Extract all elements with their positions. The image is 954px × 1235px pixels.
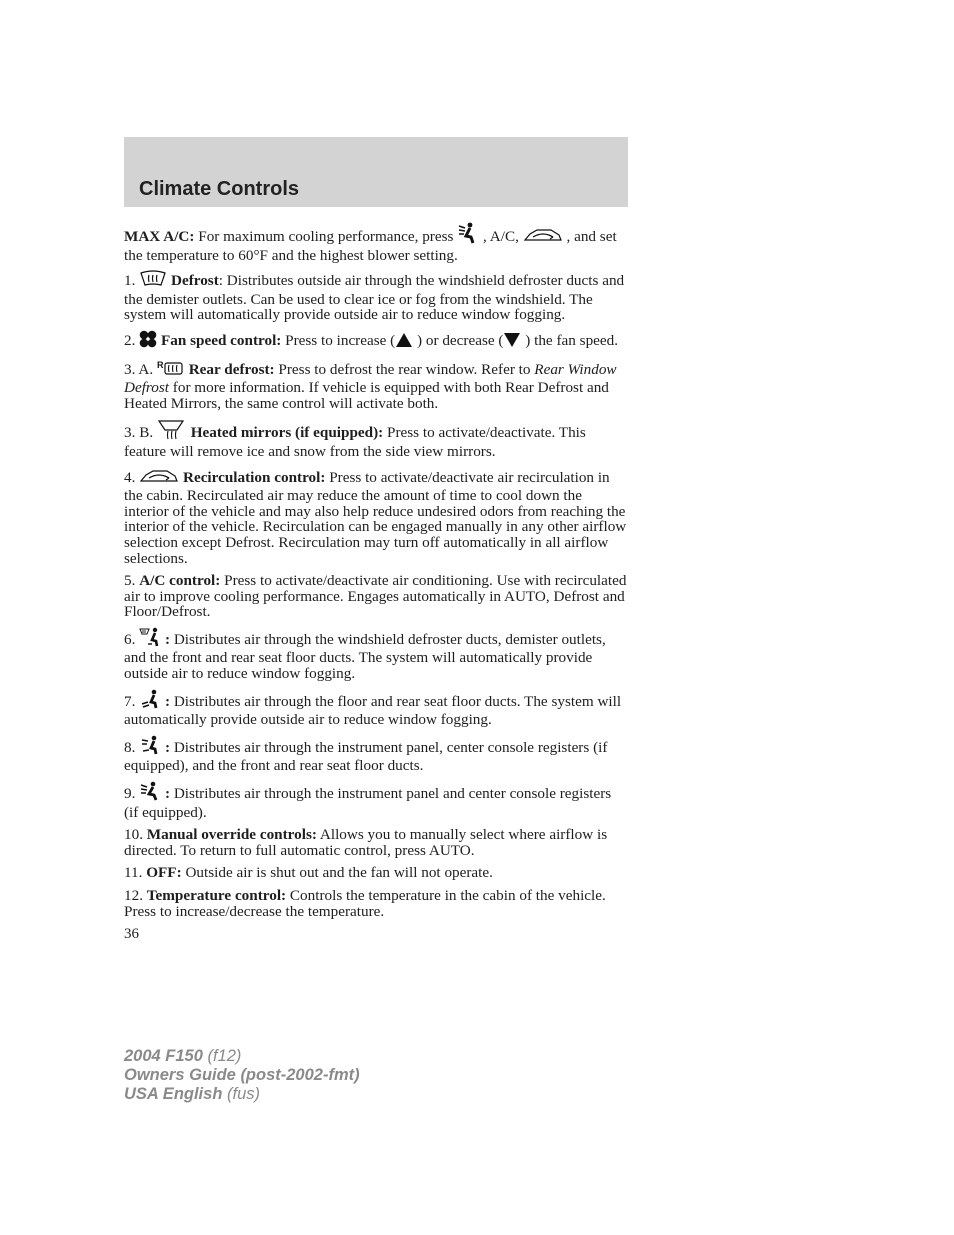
- heated-mirror-icon: [157, 418, 187, 444]
- off-label: OFF:: [146, 864, 182, 882]
- section-title: Climate Controls: [139, 178, 300, 200]
- panel-vent-icon: [457, 222, 479, 248]
- max-ac-label: MAX A/C:: [124, 228, 195, 245]
- triangle-up-icon: [395, 332, 413, 352]
- floor-vent-icon: [139, 689, 161, 713]
- panel-label: :: [161, 785, 171, 803]
- ac-control-paragraph: 5. A/C control: Press to activate/deactivate air conditioning. Use with recirculated air to improve cooling performance. Engages automatically in AUTO, Defrost and Floor/Defrost.: [124, 572, 627, 621]
- floor-defrost-label: :: [161, 630, 171, 648]
- svg-text:R: R: [156, 359, 164, 370]
- rear-window-defrost-reference: Rear Window Defrost: [124, 360, 617, 397]
- panel-floor-vent-icon: [139, 735, 161, 759]
- panel-floor-paragraph: 8. : Distributes air through the instrument panel, center console registers (if equipped), and the front and rear seat floor ducts.: [124, 735, 628, 774]
- recirculation-label: Recirculation control:: [182, 468, 326, 486]
- rear-defrost-paragraph: 3. A. R Rear defrost: Press to defrost the rear window. Refer to Rear Window Defrost for more information. If vehicle is equipped with both Rear Defrost and Heated Mirrors, the same control will activate both.: [124, 359, 617, 412]
- panel-paragraph: 9. : Distributes air through the instrument panel and center console registers (if equipped).: [124, 781, 628, 820]
- off-paragraph: 11. OFF: Outside air is shut out and the fan will not operate.: [124, 864, 493, 882]
- document-footer: 2004 F150 (f12) Owners Guide (post-2002-fmt) USA English (fus): [124, 1047, 360, 1103]
- rear-defrost-icon: [157, 359, 185, 381]
- fan-icon: [139, 330, 157, 352]
- floor-label: :: [161, 692, 171, 710]
- ac-control-label: A/C control:: [139, 572, 221, 590]
- page-number: 36: [124, 926, 139, 942]
- manual-override-label: Manual override controls:: [146, 826, 317, 844]
- page-body: [124, 222, 628, 926]
- defrost-label: Defrost: [170, 272, 219, 290]
- section-header: [124, 137, 628, 207]
- panel-floor-label: :: [161, 738, 171, 756]
- fan-speed-label: Fan speed control:: [160, 331, 282, 349]
- temperature-label: Temperature control:: [146, 887, 287, 904]
- rear-defrost-label: Rear defrost:: [188, 360, 275, 378]
- recirculation-paragraph: 4. Recirculation control: Press to activate/deactivate air recirculation in the cabin. Recirculated air may reduce the amount of time to cool down the interior of the vehicle and may also help reduce undesired odors from reaching the interior of the vehicle. Recirculation can be engaged manually in any other airflow selection except Defrost. Recirculation may turn off automatically in all airflow selections.: [124, 468, 627, 567]
- max-ac-paragraph: MAX A/C: For maximum cooling performance, press , A/C, , and set the temperature to 60°F and the highest blower setting.: [124, 222, 628, 263]
- floor-defrost-icon: [139, 627, 161, 651]
- windshield-defrost-icon: [139, 270, 167, 292]
- panel-vent-icon: [139, 781, 161, 805]
- fan-speed-paragraph: 2. Fan speed control: Press to increase ( ) or decrease ( ) the fan speed.: [124, 330, 628, 352]
- defrost-paragraph: 1. Defrost: Distributes outside air through the windshield defroster ducts and the demister outlets. Can be used to clear ice or fog from the windshield. The system will automatically provide outside air to reduce window fogging.: [124, 272, 625, 324]
- floor-defrost-paragraph: 6. : Distributes air through the windshield defroster ducts, demister outlets, and the front and rear seat floor ducts. The system will automatically provide outside air to reduce window fogging.: [124, 627, 628, 682]
- recirculation-icon: [139, 467, 179, 489]
- heated-mirrors-label: Heated mirrors (if equipped):: [190, 424, 384, 442]
- temperature-paragraph: 12. Temperature control: Controls the temperature in the cabin of the vehicle. Press to increase/decrease the temperature.: [124, 887, 606, 920]
- triangle-down-icon: [503, 332, 521, 352]
- manual-override-paragraph: 10. Manual override controls: Allows you to manually select where airflow is directed. To return to full automatic control, press AUTO.: [124, 826, 608, 859]
- floor-paragraph: 7. : Distributes air through the floor and rear seat floor ducts. The system will automatically provide outside air to reduce window fogging.: [124, 689, 628, 728]
- recirculation-icon: [523, 226, 563, 248]
- heated-mirrors-paragraph: 3. B. Heated mirrors (if equipped): Press to activate/deactivate. This feature will remove ice and snow from the side view mirrors.: [124, 418, 628, 459]
